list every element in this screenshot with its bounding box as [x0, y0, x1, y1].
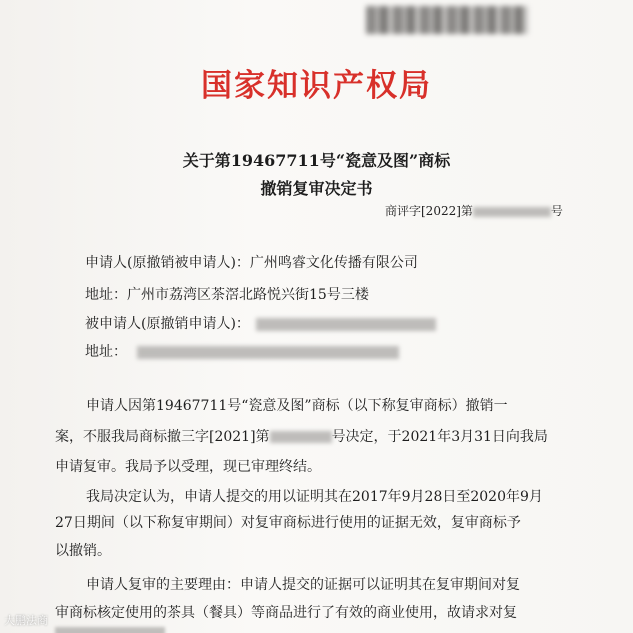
document-title-line1: 关于第19467711号“瓷意及图”商标: [182, 151, 451, 170]
source-watermark: 大鹏法商: [4, 614, 48, 627]
body-paragraph-3-line-2: 审商标核定使用的茶具（餐具）等商品进行了有效的商业使用，故请求对复: [55, 605, 517, 621]
redacted-respondent-name: [256, 318, 436, 331]
body-paragraph-3-line-1: 申请人复审的主要理由：申请人提交的证据可以证明其在复审期间对复: [86, 577, 520, 593]
body-paragraph-1-line-2: [55, 426, 548, 446]
body-paragraph-1-line-3: 申请复审。我局予以受理，现已审理终结。: [55, 459, 321, 475]
document-number-prefix: 商评字[2022]第: [385, 204, 473, 218]
respondent-label: 被申请人(原撤销申请人)：: [85, 316, 250, 332]
cropped-text-remnant: [55, 627, 165, 633]
document-title-line2: 撤销复审决定书: [260, 179, 373, 198]
redacted-barcode: [366, 6, 528, 34]
document-number-suffix: 号: [550, 204, 563, 218]
body-paragraph-2-line-3: 以撤销。: [55, 543, 111, 559]
redacted-number: [473, 207, 551, 217]
body-paragraph-2-line-2: 27日期间（以下称复审期间）对复审商标进行使用的证据无效，复审商标予: [55, 515, 521, 531]
respondent-address-label: 地址：: [85, 344, 127, 360]
redacted-respondent-address: [137, 346, 399, 359]
body-paragraph-1-line-2-start: 案，不服我局商标撤三字[2021]第: [55, 429, 270, 445]
applicant-address-line: 地址：广州市荔湾区茶滘北路悦兴街15号三楼: [85, 287, 369, 303]
letterhead-organization: 国家知识产权局: [201, 68, 432, 104]
document-number: [385, 202, 563, 219]
body-paragraph-1-line-2-end: 号决定，于2021年3月31日向我局: [331, 429, 548, 445]
body-paragraph-1-line-1: 申请人因第19467711号“瓷意及图”商标（以下称复审商标）撤销一: [86, 398, 508, 414]
body-paragraph-2-line-1: 我局决定认为，申请人提交的用以证明其在2017年9月28日至2020年9月: [86, 489, 543, 505]
redacted-decision-number: [270, 431, 332, 443]
applicant-line: 申请人(原撤销被申请人)：广州鸣睿文化传播有限公司: [85, 255, 418, 271]
respondent-address-line: [85, 341, 399, 361]
respondent-line: [85, 313, 436, 333]
